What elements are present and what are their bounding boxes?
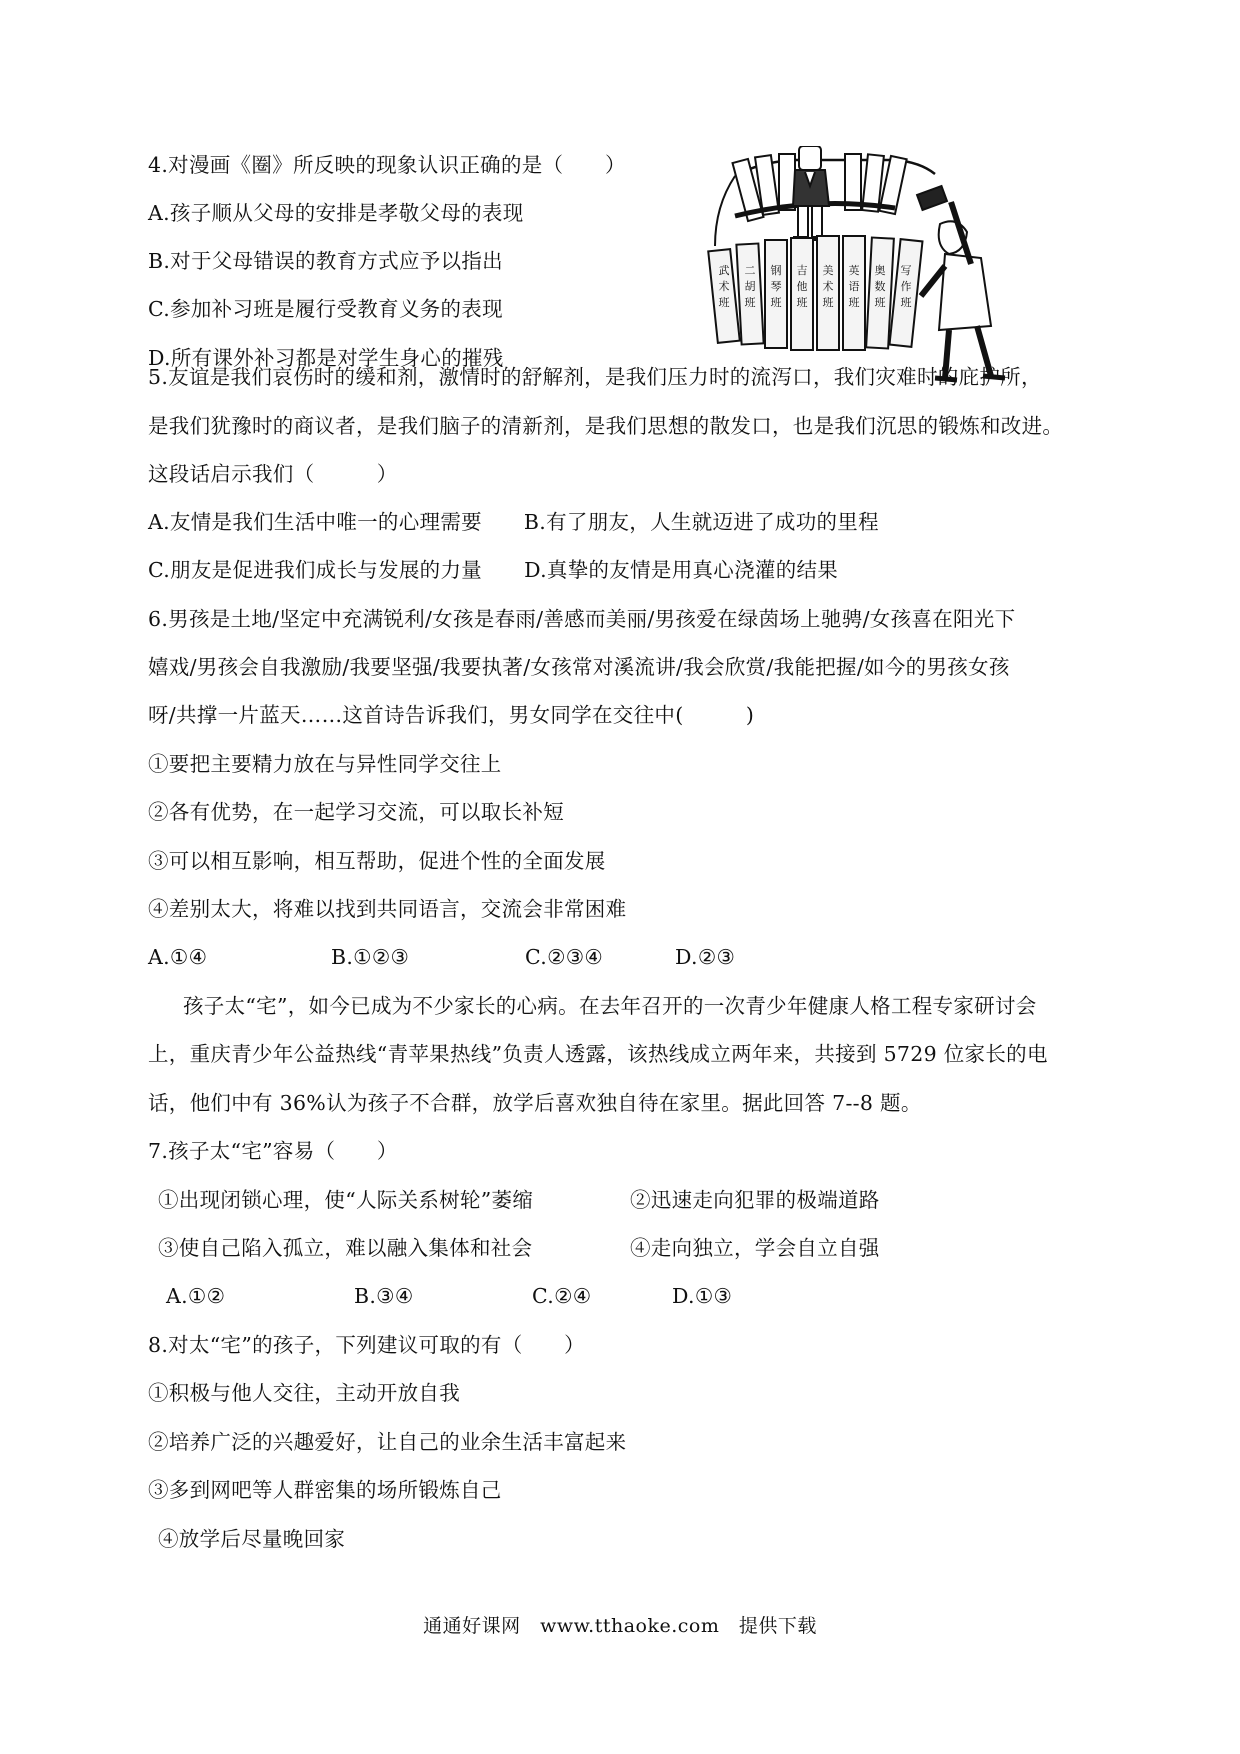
fence-label-char: 术 bbox=[718, 280, 730, 293]
passage-line-3: 话，他们中有 36%认为孩子不合群，放学后喜欢独自待在家里。据此回答 7--8 题。 bbox=[148, 1091, 922, 1115]
page-footer: 通通好课网 www.tthaoke.com 提供下载 bbox=[423, 1615, 817, 1637]
q6-option-d: D.②③ bbox=[675, 945, 736, 969]
q6-item-1: ①要把主要精力放在与异性同学交往上 bbox=[148, 752, 502, 776]
fence-label-char: 奥 bbox=[874, 264, 886, 277]
fence-label-char: 写 bbox=[900, 264, 912, 277]
q6-item-4: ④差别太大，将难以找到共同语言，交流会非常困难 bbox=[148, 897, 627, 921]
q5-options-row-1 bbox=[148, 507, 879, 537]
q7-options-row bbox=[166, 1281, 732, 1311]
q7-item-1: ①出现闭锁心理，使“人际关系树轮”萎缩 bbox=[158, 1188, 534, 1212]
fence-label-char: 班 bbox=[900, 296, 912, 309]
passage-line-1: 孩子太“宅”，如今已成为不少家长的心病。在去年召开的一次青少年健康人格工程专家研讨会 bbox=[183, 994, 1037, 1018]
q6-option-c: C.②③④ bbox=[525, 945, 604, 969]
fence-label-char: 班 bbox=[848, 296, 860, 309]
fence-label-char: 二 bbox=[744, 264, 756, 277]
q4-option-c: C.参加补习班是履行受教育义务的表现 bbox=[148, 297, 503, 321]
q7-option-b: B.③④ bbox=[354, 1284, 414, 1308]
q4-option-a: A.孩子顺从父母的安排是孝敬父母的表现 bbox=[148, 201, 524, 225]
fence-label-char: 班 bbox=[822, 296, 834, 309]
q8-item-3: ③多到网吧等人群密集的场所锻炼自己 bbox=[148, 1478, 502, 1502]
fence-label-char: 他 bbox=[796, 280, 808, 293]
q7-option-c: C.②④ bbox=[532, 1284, 592, 1308]
passage-line-2: 上，重庆青少年公益热线“青苹果热线”负责人透露，该热线成立两年来，共接到 5729 位家长的电 bbox=[148, 1042, 1048, 1066]
fence-label-char: 班 bbox=[718, 296, 730, 309]
q5-option-a: A.友情是我们生活中唯一的心理需要 bbox=[148, 510, 482, 534]
q5-option-d: D.真挚的友情是用真心浇灌的结果 bbox=[524, 558, 839, 582]
fence-label-char: 班 bbox=[796, 296, 808, 309]
fence-label-char: 武 bbox=[718, 264, 730, 277]
q8-item-4: ④放学后尽量晚回家 bbox=[158, 1527, 346, 1551]
q4-option-b: B.对于父母错误的教育方式应予以指出 bbox=[148, 249, 503, 273]
q4-stem: 4.对漫画《圈》所反映的现象认识正确的是（ ） bbox=[148, 153, 626, 177]
fence-label-char: 吉 bbox=[796, 264, 808, 277]
q6-item-2: ②各有优势，在一起学习交流，可以取长补短 bbox=[148, 800, 564, 824]
q7-item-4: ④走向独立，学会自立自强 bbox=[630, 1236, 880, 1260]
fence-label-char: 钢 bbox=[770, 264, 782, 277]
fence-label-char: 胡 bbox=[744, 280, 756, 293]
q5-stem-line-2: 是我们犹豫时的商议者，是我们脑子的清新剂，是我们思想的散发口，也是我们沉思的锻炼和改进。 bbox=[148, 414, 1064, 438]
q7-items-row-1 bbox=[158, 1185, 880, 1215]
q7-items-row-2 bbox=[158, 1233, 880, 1263]
q6-option-a: A.①④ bbox=[148, 945, 208, 969]
q6-item-3: ③可以相互影响，相互帮助，促进个性的全面发展 bbox=[148, 849, 606, 873]
fence-label-char: 班 bbox=[744, 296, 756, 309]
fence-label-char: 班 bbox=[874, 296, 886, 309]
q7-item-2: ②迅速走向犯罪的极端道路 bbox=[630, 1188, 880, 1212]
q5-options-row-2 bbox=[148, 555, 838, 585]
q7-option-a: A.①② bbox=[166, 1284, 226, 1308]
q5-option-b: B.有了朋友，人生就迈进了成功的里程 bbox=[523, 510, 879, 534]
fence-label-char: 琴 bbox=[770, 280, 782, 293]
q5-option-c: C.朋友是促进我们成长与发展的力量 bbox=[148, 558, 483, 582]
fence-label-char: 美 bbox=[822, 264, 834, 277]
q8-stem: 8.对太“宅”的孩子，下列建议可取的有（ ） bbox=[148, 1333, 585, 1357]
q5-stem-line-1: 5.友谊是我们哀伤时的缓和剂，激情时的舒解剂，是我们压力时的流泻口，我们灾难时的庇护所， bbox=[148, 365, 1042, 389]
fence-label-char: 语 bbox=[848, 280, 860, 293]
fence-label-char: 班 bbox=[770, 296, 782, 309]
q8-item-1: ①积极与他人交往，主动开放自我 bbox=[148, 1381, 460, 1405]
q8-item-2: ②培养广泛的兴趣爱好，让自己的业余生活丰富起来 bbox=[148, 1430, 627, 1454]
q6-option-b: B.①②③ bbox=[331, 945, 410, 969]
q6-stem-line-2: 嬉戏/男孩会自我激励/我要坚强/我要执著/女孩常对溪流讲/我会欣赏/我能把握/如今的男孩女孩 bbox=[148, 655, 1010, 679]
fence-planks bbox=[708, 236, 922, 350]
fence-label-char: 数 bbox=[874, 280, 886, 293]
fence-label-char: 英 bbox=[848, 264, 860, 277]
q7-item-3: ③使自己陷入孤立，难以融入集体和社会 bbox=[158, 1236, 533, 1260]
q6-stem-line-3: 呀/共撑一片蓝天……这首诗告诉我们，男女同学在交往中( ) bbox=[148, 703, 755, 727]
q4-option-d: D.所有课外补习都是对学生身心的摧残 bbox=[148, 346, 504, 370]
cartoon-circle-illustration bbox=[695, 146, 1027, 386]
q6-options-row bbox=[148, 942, 735, 972]
q7-stem: 7.孩子太“宅”容易（ ） bbox=[148, 1139, 398, 1163]
q7-option-d: D.①③ bbox=[672, 1284, 733, 1308]
fence-label-char: 作 bbox=[900, 280, 912, 293]
q6-stem-line-1: 6.男孩是土地/坚定中充满锐利/女孩是春雨/善感而美丽/男孩爱在绿茵场上驰骋/女孩喜在阳光下 bbox=[148, 607, 1016, 631]
q5-stem-line-3: 这段话启示我们（ ） bbox=[148, 462, 398, 486]
adult-figure bbox=[917, 186, 1005, 380]
fence-label-char: 术 bbox=[822, 280, 834, 293]
